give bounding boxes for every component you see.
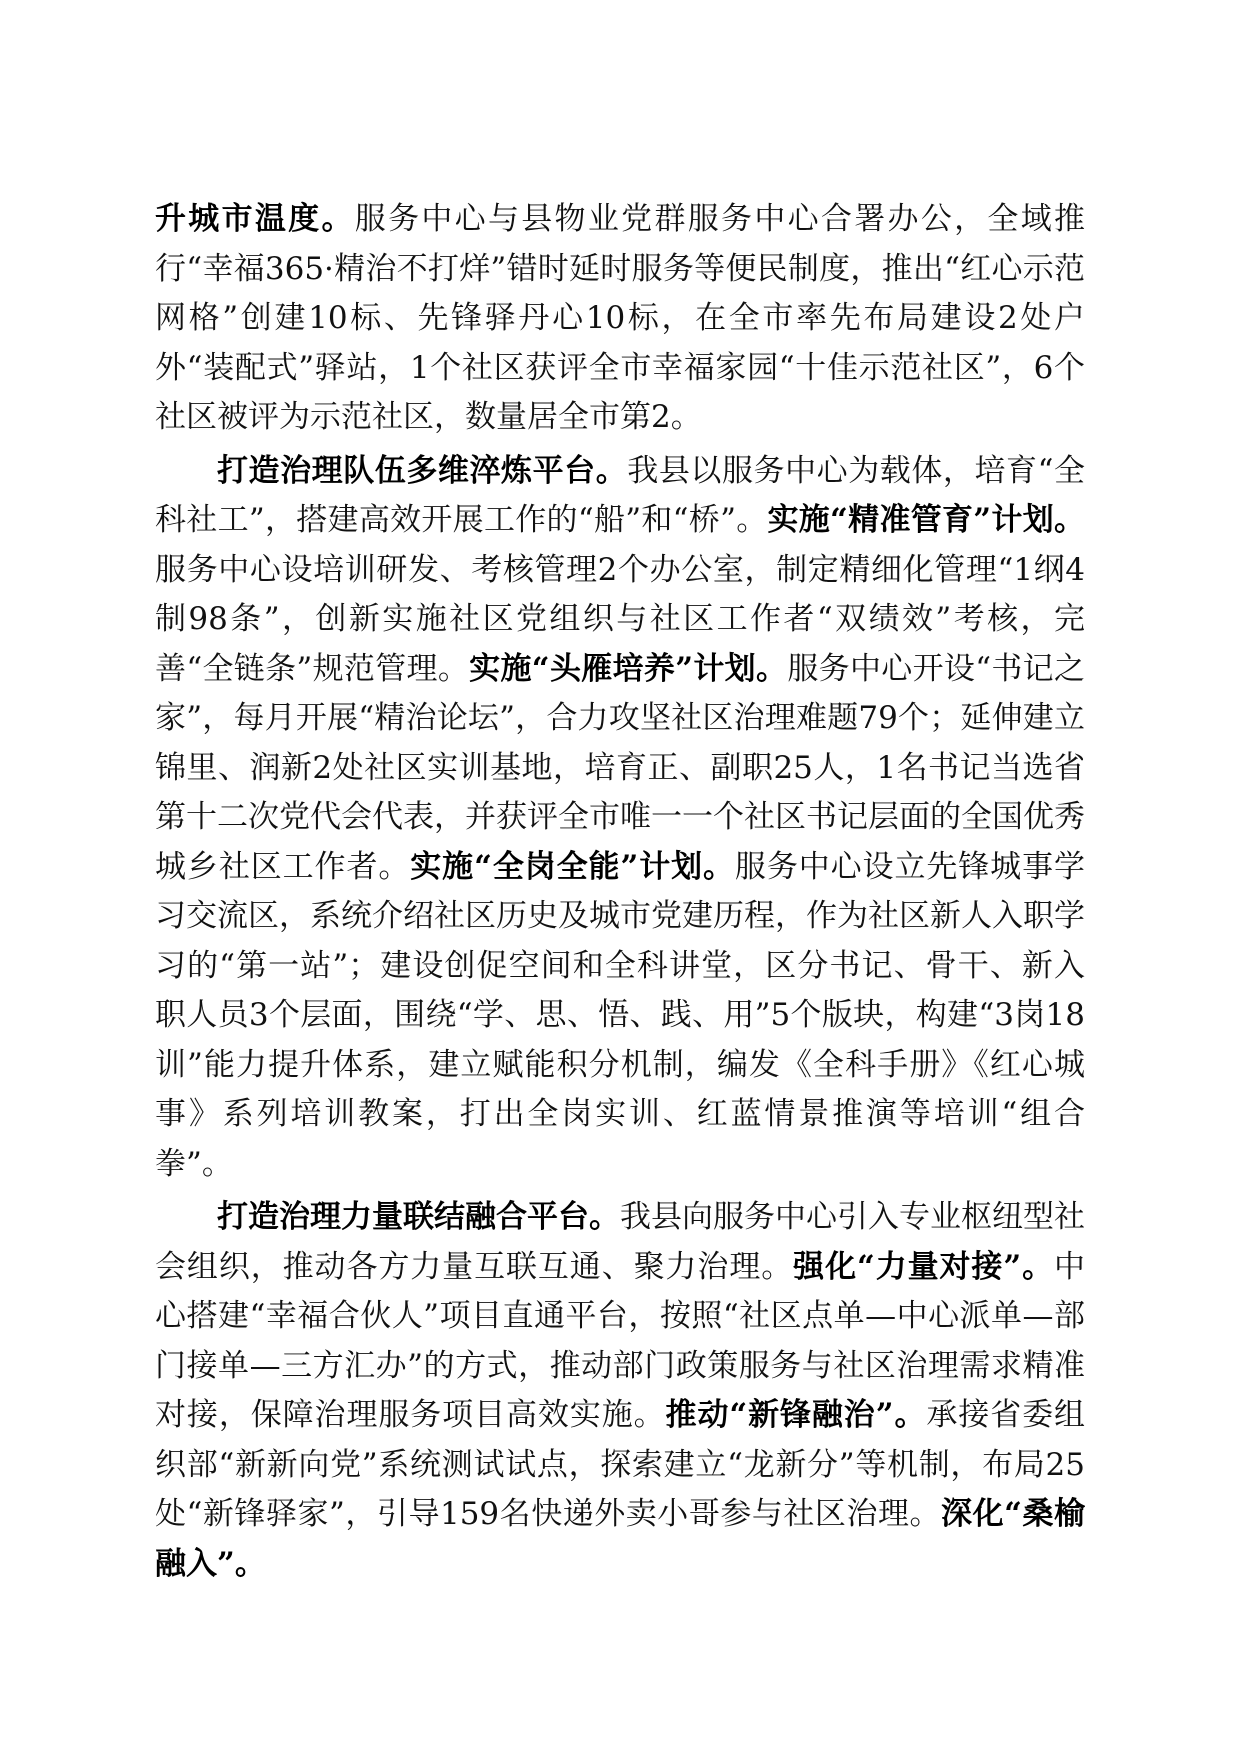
section-heading: 打造治理队伍多维淬炼平台。: [217, 452, 628, 489]
text-run: 承接省委组织部“新新向党”系统测试试点，探索建立“龙新分”等机制，布局25处“新锋驿家”，引导159名快递外卖小哥参与社区治理。: [155, 1397, 1086, 1532]
bold-run: 升城市温度。: [155, 201, 355, 237]
section-heading: 打造治理力量联结融合平台。: [217, 1199, 620, 1235]
bold-run: 实施“精准管育”计划。: [767, 502, 1085, 538]
text-run: 服务中心与县物业党群服务中心合署办公，全域推行“幸福365·精治不打烊”错时延时服务等便民制度，推出“红心示范网格”创建10标、先锋驿丹心10标，在全市率先布局建设2处户外“装配式”驿站，1个社区获评全市幸福家园“十佳示范社区”，6个社区被评为示范社区，数量居全市第2。: [155, 201, 1086, 435]
document-page: [155, 195, 1085, 1593]
paragraph-1: [155, 195, 1085, 443]
bold-run: 推动“新锋融治”。: [665, 1397, 927, 1433]
text-run: 中心搭建“幸福合伙人”项目直通平台，按照“社区点单—中心派单—部门接单—三方汇办”的方式，推动部门政策服务与社区治理需求精准对接，保障治理服务项目高效实施。: [155, 1248, 1085, 1433]
bold-run: 强化“力量对接”。: [793, 1248, 1054, 1285]
text-run: 服务中心开设“书记之家”，每月开展“精治论坛”，合力攻坚社区治理难题79个；延伸建立锦里、润新2处社区实训基地，培育正、副职25人，1名书记当选省第十二次党代会代表，并获评全市唯一一个社区书记层面的全国优秀城乡社区工作者。: [155, 650, 1085, 885]
bold-run: 实施“全岗全能”计划。: [410, 848, 735, 885]
text-run: 服务中心设培训研发、考核管理2个办公室，制定精细化管理“1纲4制98条”，创新实施社区党组织与社区工作者“双绩效”考核，完善“全链条”规范管理。: [155, 551, 1085, 687]
text-run: 服务中心设立先锋城事学习交流区，系统介绍社区历史及城市党建历程，作为社区新人入职学习的“第一站”；建设创促空间和全科讲堂，区分书记、骨干、新入职人员3个层面，围绕“学、思、悟、践、用”5个版块，构建“3岗18训”能力提升体系，建立赋能积分机制，编发《全科手册》《红心城事》系列培训教案，打出全岗实训、红蓝情景推演等培训“组合拳”。: [155, 848, 1085, 1182]
paragraph-2: [155, 447, 1085, 1190]
bold-run: 深化“桑榆融入”。: [155, 1496, 1085, 1582]
text-run: 我县向服务中心引入专业枢纽型社会组织，推动各方力量互联互通、聚力治理。: [155, 1199, 1085, 1285]
paragraph-3: [155, 1193, 1085, 1589]
bold-run: 实施“头雁培养”计划。: [469, 650, 788, 687]
text-run: 我县以服务中心为载体，培育“全科社工”，搭建高效开展工作的“船”和“桥”。: [155, 452, 1085, 538]
